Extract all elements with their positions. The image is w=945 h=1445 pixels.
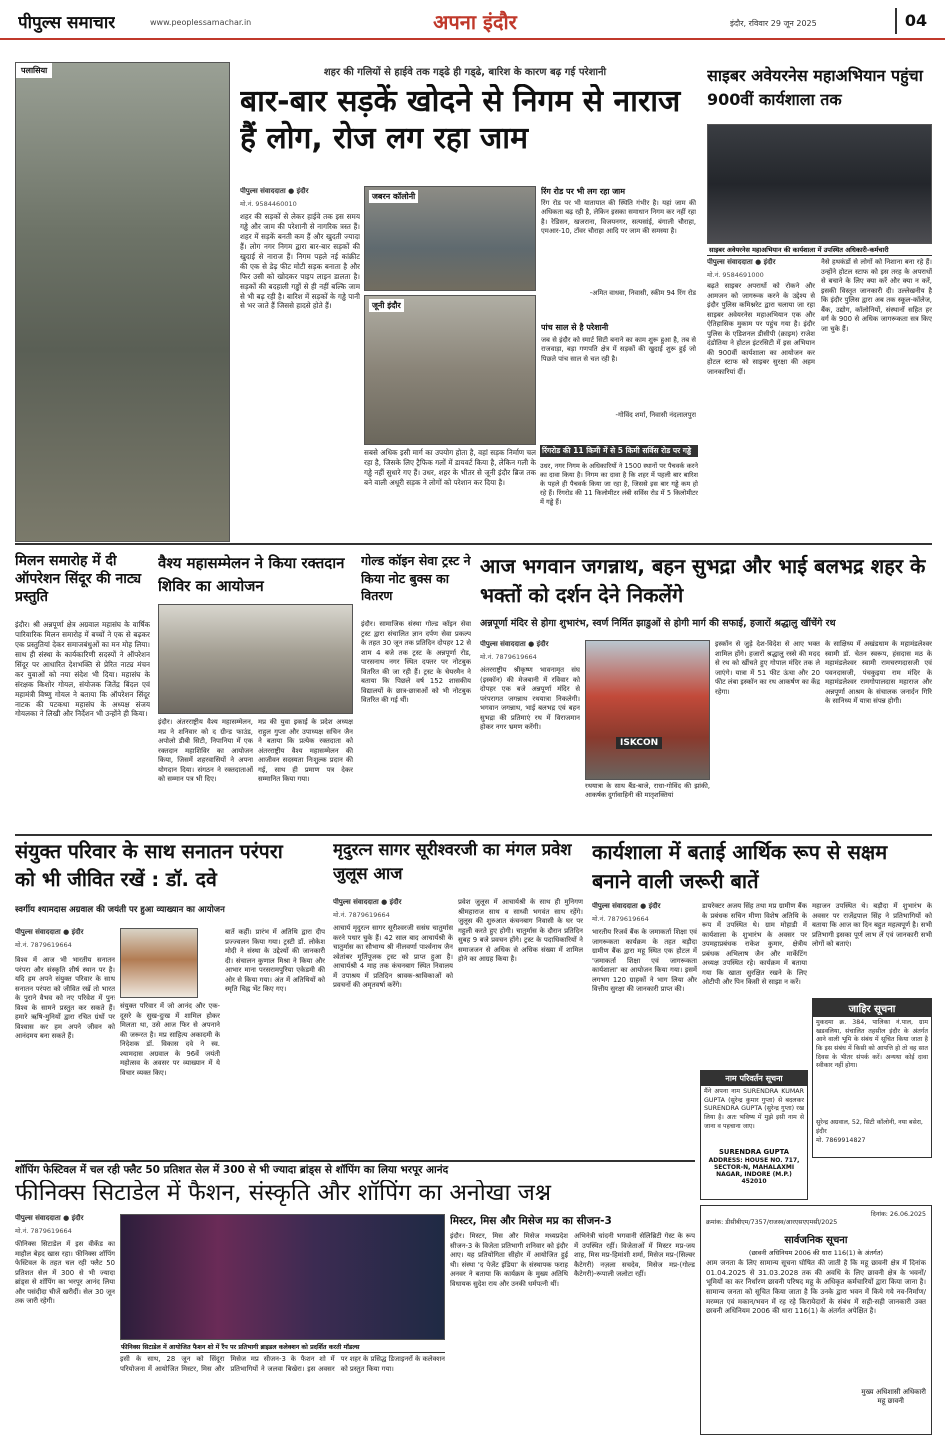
sarvajanik-text: आम जनता के लिए सामान्य सूचना घोषित की जाती है कि महू छावनी क्षेत्र में दिनांक 01.04.2025 से 31.03.2028 तक की अवधि के लिए छावनी क्षेत्र के भवनों/भूमियों का कर निर्धारण छावनी परिषद महू के अधिकृत कर्मचारियों द्वारा किया जाना है। सामान्य जनता को सूचित किया जाता है कि उनके द्वारा भवन में किये गये नव-निर्माण/मरम्मत एवं मकान/भवन में रह रहे किरायेदारों के संबंध में सही-सही जानकारी उक्त छावनी अधिनियम 2006 की धारा 116(1) के अंतर्गत अपेक्षित है। — [706, 1259, 926, 1316]
phoenix-byline: पीपुल्स संवाददाता ● इंदौर — [15, 1214, 84, 1222]
name-change-text: मैंने अपना नाम SURENDRA KUMAR GUPTA (सुरेन्द्र कुमार गुप्ता) से बदलकर SURENDRA GUPTA (सुरेन्द्र गुप्ता) रख लिया है। अतः भविष्य में मुझे इसी नाम से जाना व पहचाना जाए। — [704, 1088, 804, 1130]
vaishya-headline: वैश्य महासम्मेलन ने किया रक्तदान शिविर का आयोजन — [158, 554, 345, 595]
vaishya-body-col1: इंदौर। अंतरराष्ट्रीय वैश्य महासम्मेलन, मप्र ने शनिवार को द ग्रीन्ड फाउंड, अपोलो डीबी सिटी, निपानिया में एक रक्तदान महाशिविर का आयोजन किया, जिसमें शहरवासियों ने अपना योगदान दिया। संगठन ने रक्तदाताओं को सम्मान पत्र भी दिए। — [158, 718, 253, 784]
vaishya-photo — [158, 604, 353, 714]
dave-body-col3: बातें कहीं। प्रारंभ में अतिथि द्वारा दीप प्रज्ज्वलन किया गया। ट्रस्टी डॉ. लोकेश मोदी ने संस्था के उद्देश्यों की जानकारी दी। संचालन कुणाल मिश्रा ने किया और आभार माना परसरामपुरिया एकेडमी की ओर से किया गया। अंत में अतिथियों को स्मृति चिह्न भेंट किए गए। — [225, 928, 325, 994]
karya-mobile: मो.नं. 7879619664 — [592, 915, 649, 923]
jahir-signature: सुरेन्द्र अग्रवाल, 52, सिटी कॉलोनी, नया बसेरा, इंदौर — [816, 1119, 923, 1135]
dave-subhead: स्वर्गीय श्यामदास अग्रवाल की जयंती पर हुआ व्याख्यान का आयोजन — [15, 905, 225, 915]
rath-subhead: अन्नपूर्णा मंदिर से होगा शुभारंभ, स्वर्ण निर्मित झाडुओं से होगी मार्ग की सफाई, हजारों श्रद्धालु खींचेंगे रथ — [480, 618, 836, 629]
milan-headline: मिलन समारोह में दी ऑपरेशन सिंदूर की नाट्य प्रस्तुति — [15, 553, 142, 606]
rath-body-col1: अंतरराष्ट्रीय श्रीकृष्ण भावनामृत संघ (इस्कॉन) की मेजबानी में रविवार को दोपहर एक बजे अन्नपूर्णा मंदिर से परंपरागत जगन्नाथ रथयात्रा निकलेगी। भगवान जगन्नाथ, भाई बलभद्र एवं बहन सुभद्रा की प्रतिमाएं रथ में विराजमान होकर नगर भ्रमण करेंगी। — [480, 666, 580, 732]
roads-side-title-1: रिंग रोड पर भी लग रहा जाम — [541, 187, 626, 196]
roads-headline: बार-बार सड़कें खोदने से निगम से नाराज हैं लोग, रोज लग रहा जाम — [240, 84, 681, 156]
name-change-name: SURENDRA GUPTA — [719, 1148, 789, 1156]
photo-label-juni: जूनी इंदौर — [369, 299, 404, 312]
name-change-title: नाम परिवर्तन सूचना — [701, 1071, 807, 1086]
roads-side-quote-1: -अमित वाधवा, निवासी, स्कीम 94 रिंग रोड — [589, 289, 696, 297]
phoenix-body-col2: इसी के साथ, 28 जून को सिंदूरा परियोजना में आयोजित मिस्टर, मिस और मिसेज मप्र सीजन-3 के फैशन शो में प्रतिभागियों ने जलवा बिखेरा। इस अवसर पर शहर के प्रसिद्ध डिजाइनरों के कलेक्शन को प्रस्तुत किया गया। — [120, 1355, 445, 1373]
cyber-body-col1: बढ़ते साइबर अपराधों को रोकने और आमजन को जागरूक करने के उद्देश्य से इंदौर पुलिस कमिश्नरेट द्वारा चलाया जा रहा साइबर अवेयरनेस महाअभियान एक और ऐतिहासिक मुकाम पर पहुंच गया है। इंदौर पुलिस के एडिशनल डीसीपी (क्राइम) राजेश दंडोतिया ने होटल इंटरसिटी में इस अभियान की 900वीं कार्यशाला का आयोजन कर होटल स्टाफ को साइबर सुरक्षा की अहम जानकारियां दीं। — [707, 282, 815, 376]
gold-headline: गोल्ड कॉइन सेवा ट्रस्ट ने किया नोट बुक्स का वितरण — [361, 553, 471, 603]
karya-byline: पीपुल्स संवाददाता ● इंदौर — [592, 902, 661, 910]
phoenix-body-col3: इंदौर। मिस्टर, मिस और मिसेज मध्यप्रदेश सीजन-3 के विजेता प्रतिभागी शनिवार को इंदौर आए। यह प्रतियोगिता सीहोर में आयोजित हुई थी। संस्था 'द पेजेंट इंडिया' के संस्थापक फराह अनवर ने बताया कि कार्यक्रम के मुख्य अतिथि विधायक सुदेश राय और उनकी धर्मपत्नी थीं। — [450, 1232, 568, 1288]
paper-url[interactable]: www.peoplessamachar.in — [150, 18, 252, 27]
sarvajanik-date: दिनांक: 26.06.2025 — [870, 1211, 926, 1218]
phoenix-subhead: मिस्टर, मिस और मिसेज मप्र का सीजन-3 — [450, 1215, 612, 1227]
rath-byline: पीपुल्स संवाददाता ● इंदौर — [480, 640, 549, 648]
sarvajanik-sub: (छावनी अधिनियम 2006 की धारा 116(1) के अंतर्गत) — [748, 1249, 884, 1257]
phoenix-body-col4: अभिनेत्री चांदनी भगवानी सेलिब्रिटी गेस्ट के रूप में उपस्थित रहीं। विजेताओं में मिस्टर मप्र-जय शाह, मिस मप्र-हिमांशी शर्मा, मिसेज मप्र-(सिल्वर कैटेगरी) नज़ला सचदेव, मिसेज मप्र-(गोल्ड कैटेगरी)-रूपाली जलोटा रहीं। — [574, 1232, 695, 1279]
name-change-address: ADDRESS: HOUSE NO. 717, SECTOR-N, MAHALAXMI NAGAR, INDORE (M.P.) 452010 — [708, 1157, 800, 1185]
mangal-mobile: मो.नं. 7879619664 — [333, 911, 390, 919]
road-potholes-photo — [15, 62, 230, 542]
photo-label-jabran: जबरन कॉलोनी — [369, 190, 418, 203]
cyber-workshop-photo — [707, 124, 932, 244]
sarvajanik-signature-1: मुख्य अधिशासी अधिकारी — [861, 1388, 926, 1396]
rath-body-col2: इस्कॉन से जुड़े देश-विदेश से आए भक्त शामिल होंगे। हजारों श्रद्धालु रस्से की मदद से रथ को खींचते हुए गोपाल मंदिर तक ले जाएंगे। यात्रा में 51 फीट ऊंचा और 20 फीट लंबा इस्कॉन का रथ आकर्षण का केंद्र रहेगा। — [715, 640, 820, 696]
cyber-headline: साइबर अवेयरनेस महाअभियान पहुंचा 900वीं कार्यशाला तक — [707, 66, 923, 109]
juni-indore-photo — [364, 295, 536, 445]
dave-body-col1: विश्व में आज भी भारतीय सनातन परंपरा और संस्कृति शीर्ष स्थान पर है। यदि हम अपने संयुक्त परिवार के साथ सनातन परंपरा को जीवित रखें तो भारत के पुराने वैभव को नए परिवेश में पुनः विश्व के सामने प्रस्तुत कर सकते हैं। हमारे ऋषि-मुनियों द्वारा रचित ग्रंथों पर विश्वास कर हम अपने जीवन को आनंदमय बना सकते हैं। — [15, 956, 115, 1041]
mangal-headline: मृदुरत्न सागर सूरीश्वरजी का मंगल प्रवेश जुलूस आज — [333, 840, 572, 883]
jahir-notice — [812, 998, 932, 1158]
jahir-title: जाहिर सूचना — [813, 999, 931, 1017]
roads-footer-title: रिंगरोड की 11 किमी में से 5 किमी सर्विस रोड पर गड्ढे — [540, 445, 698, 457]
roads-body-col2: सबसे अधिक इसी मार्ग का उपयोग होता है, वहां सड़क निर्माण चल रहा है, जिसके लिए ट्रैफिक गलों में डायवर्ट किया है, लेकिन गली के गड्ढे नहीं सुधारे गए हैं। उधर, शहर के भीतर से जूनी इंदौर ब्रिज तक बने वाली अधूरी सड़क ने लोगों को परेशान कर दिया है। — [364, 448, 536, 487]
sarvajanik-notice — [700, 1205, 932, 1435]
karya-body-col2: डायरेक्टर अजय सिंह तथा मप्र ग्रामीण बैंक के प्रबंधक सचिन मीणा विशेष अतिथि के रूप में उपस्थित थे। ग्राम मोहाडी में कार्यशाला के शुभारंभ के अवसर पर उपमहाप्रबंधक राकेश कुमार, क्षेत्रीय प्रबंधक अभिलाष जैन और मार्केटिंग अध्यक्ष उपस्थित रहे। कार्यक्रम में बताया गया कि खाता सुरक्षित रखने के लिए ओटीपी और पिन किसी से साझा न करें। — [702, 902, 807, 987]
jahir-text: मुकदमा क्र. 384, पालिका नं.पाल, ग्राम खडवलिया, संचालित तहसील इंदौर के अंतर्गत आने वाली भूमि के संबंध में सूचित किया जाता है कि इस संबंध में किसी को आपत्ति हो तो वह सात दिवस के भीतर संपर्क करें। अन्यथा कोई दावा स्वीकार नहीं होगा। — [816, 1019, 928, 1070]
name-change-notice — [700, 1070, 808, 1200]
cyber-body-col2: नैसे हथकंडों से लोगों को निशाना बना रहे हैं। उन्होंने होटल स्टाफ को इस तरह के अपराधों से बचाने के लिए क्या करें और क्या न करें, इसकी विस्तृत जानकारी दी। उल्लेखनीय है कि इंदौर पुलिस द्वारा अब तक स्कूल-कॉलेज, बैंक, उद्योग, कॉलोनियों, संस्थानों सहित हर वर्ग के 900 से अधिक जागरूकता सत्र किए जा चुके हैं। — [821, 258, 932, 333]
milan-body: इंदौर। श्री अन्नपूर्णा क्षेत्र अग्रवाल महासंघ के वार्षिक पारिवारिक मिलन समारोह में बच्चों ने एक से बढ़कर एक प्रस्तुतियां देकर समाजबंधुओं का मन मोह लिया। साथ ही संस्था के कार्यकारिणी सदस्यों ने ऑपरेशन सिंदूर पर आधारित देशभक्ति से प्रेरित नाट्य मंचन कर युवाओं को नया संदेश भी दिया। महासंघ के संरक्षक किशोर गोयल, संयोजक जितेंद्र बिंदल एवं महामंत्री विष्णु गोयल ने बताया कि ऑपरेशन सिंदूर नाटक की पटकथा महासंघ के अध्यक्ष संजय गोयलका ने लिखी और निर्देशन भी उन्होंने ही किया। — [15, 620, 150, 719]
phoenix-photo-caption: फीनिक्स सिटाडेल में आयोजित फैशन शो में रैंप पर प्रतिभागी ब्राइडल कलेक्शन को प्रदर्शित करती मॉडल्स — [120, 1341, 445, 1353]
roads-side-text-2: जब से इंदौर को स्मार्ट सिटी बनाने का काम शुरू हुआ है, तब से राजवाड़ा, बड़ा गणपति क्षेत्र में सड़कों की खुदाई शुरू हुई जो पिछले पांच साल से चल रही है। — [541, 336, 696, 363]
rath-photo-caption: रथयात्रा के साथ बैंड-बाजे, राधा-गोविंद की झांकी, आकर्षक दुर्गावाहिनी की मातृशक्तियां — [585, 782, 710, 800]
vaishya-body-col2: मप्र की युवा इकाई के प्रदेश अध्यक्ष राहुल गुप्ता और उपाध्यक्ष सचिन जैन ने बताया कि प्रत्येक रक्तदाता को अंतरराष्ट्रीय वैश्य महासम्मेलन की आजीवन सदस्यता निःशुल्क प्रदान की गई, साथ ही प्रमाण पत्र देकर सम्मानित किया गया। — [258, 718, 353, 784]
cyber-byline: पीपुल्स संवाददाता ● इंदौर — [707, 258, 776, 266]
dave-byline: पीपुल्स संवाददाता ● इंदौर — [15, 928, 84, 936]
page-number: 04 — [895, 8, 935, 34]
dateline: इंदौर, रविवार 29 जून 2025 — [730, 19, 817, 28]
roads-kicker: शहर की गलियों से हाईवे तक गड्‌ढे ही गड्‌ढे, बारिश के कारण बढ़ गई परेशानी — [323, 67, 607, 78]
karya-body-col3: महाजन उपस्थित थे। बड़ौदा में शुभारंभ के अवसर पर राजेंद्रपाल सिंह ने प्रतिभागियों को बताया कि आज का दिन बहुत महत्वपूर्ण है। सभी प्रतिभागी इसका पूर्ण लाभ लें एवं जानकारी सभी लोगों को बताएं। — [812, 902, 932, 949]
phoenix-headline: फीनिक्स सिटाडेल में फैशन, संस्कृति और शॉपिंग का अनोखा जश्न — [15, 1180, 552, 1206]
gold-body: इंदौर। सामाजिक संस्था गोल्ड कॉइन सेवा ट्रस्ट द्वारा संचालित ज्ञान दर्पण सेवा प्रकल्प के तहत 30 जून तक प्रतिदिन दोपहर 12 से शाम 4 बजे तक ट्रस्ट के अन्नपूर्णा रोड, पारसनाथ नगर स्थित दफ्तर पर नोटबुक वितरित की जा रही हैं। ट्रस्ट के चेयरमैन ने बताया कि पिछले वर्ष 152 शासकीय विद्यालयों के छात्र-छात्राओं को भी नोटबुक वितरित की गई थीं। — [361, 620, 471, 705]
photo-location-tag: पलासिया — [16, 63, 52, 78]
paper-name: पीपुल्स समाचार — [18, 13, 116, 33]
sarvajanik-ref: क्रमांक: डीसीबीएम/7357/राजस्व/आरएसएएमसी/2025 — [706, 1219, 838, 1226]
phoenix-kicker: शॉपिंग फेस्टिवल में चल रही फ्लैट 50 प्रतिशत सेल में 300 से भी ज्यादा ब्रांड्स से शॉपिंग का लिया भरपूर आनंद — [15, 1164, 449, 1176]
roads-mobile: मो.नं. 9584460010 — [240, 200, 297, 208]
section-title: अपना इंदौर — [433, 10, 517, 34]
mangal-body-col1: आचार्य मृदुरत्न सागर सूरीश्वरजी ससंघ चातुर्मास करने पधार चुके हैं। 42 साल बाद आचार्यश्री के चातुर्मास का सौभाग्य श्री नीलवर्णा पार्श्वनाथ जैन श्वेतांबर मूर्तिपूजक ट्रस्ट को प्राप्त हुआ है। आचार्यश्री 4 माह तक कंचनबाग स्थित निवालय में उपाश्रय में प्रतिदिन श्रावक-श्राविकाओं को प्रवचनों की अमृतवर्षा करेंगे। — [333, 924, 453, 990]
mangal-body-col2: प्रवेश जुलूस में आचार्यश्री के साथ ही मुनिगण श्रीमहाराज साथ व साध्वी भगवंत साथ रहेंगे। जुलूस की शुरुआत कंचनबाग निवासी के घर पर गहुली करते हुए होगी। चातुर्मास के दौरान प्रतिदिन सुबह 9 बजे प्रवचन होंगे। ट्रस्ट के पदाधिकारियों ने समाजजन से अधिक से अधिक संख्या में शामिल होने का आग्रह किया है। — [458, 898, 583, 964]
rath-mobile: मो.नं. 7879619664 — [480, 653, 537, 661]
dave-body-col2: संयुक्त परिवार में जो आनंद और एक-दूसरे के सुख-दुःख में शामिल होकर मिलता था, उसे आज फिर से अपनाने की जरूरत है। मप्र साहित्य अकादमी के निदेशक डॉ. विकास दवे ने स्व. श्यामदास अग्रवाल के 96वें जयंती महोत्सव के अवसर पर व्याख्यान में ये विचार व्यक्त किए। — [120, 1002, 220, 1077]
dave-headline: संयुक्त परिवार के साथ सनातन परंपरा को भी जीवित रखें : डॉ. दवे — [15, 840, 283, 892]
roads-side-quote-2: -गोविंद शर्मा, निवासी नंदलालपुरा — [615, 411, 696, 419]
rath-headline: आज भगवान जगन्नाथ, बहन सुभद्रा और भाई बलभद्र शहर के भक्तों को दर्शन देने निकलेंगे — [480, 554, 926, 607]
dave-mobile: मो.नं. 7879619664 — [15, 941, 72, 949]
karya-body-col1: भारतीय रिजर्व बैंक के जमाकर्ता शिक्षा एवं जागरूकता कार्यक्रम के तहत बड़ौदा ग्रामीण बैंक द्वारा महू स्थित एक होटल में 'जमाकर्ता शिक्षा एवं जागरूकता कार्यशाला' का आयोजन किया गया। इसमें लगभग 120 ग्राहकों ने भाग लिया और वित्तीय सुरक्षा की जानकारी प्राप्त की। — [592, 928, 697, 994]
roads-side-text-1: रिंग रोड पर भी यातायात की स्थिति गंभीर है। यहां जाम की अधिकता बढ़ रही है, लेकिन इसका समाधान निगम कर नहीं रहा है। रेडिसन, खजराना, विजयनगर, सत्यसांई, बंगाली चौराहा, एमआर-10, टॉवर चौराहा आदि पर जाम की समस्या है। — [541, 199, 696, 236]
phoenix-body-col1: फीनिक्स सिटाडेल में इस वीकेंड का माहौल बेहद खास रहा। फीनिक्स शॉपिंग फेस्टिवल के तहत चल रही फ्लैट 50 प्रतिशत सेल में 300 से भी ज्यादा ब्रांड्स से शॉपिंग का भरपूर आनंद लिया और पसंदीदा चीजें खरीदीं। सेल 30 जून तक जारी रहेगी। — [15, 1240, 115, 1306]
roads-body-col1: शहर की सड़कों से लेकर हाईवे तक इस समय गड्ढे और जाम की परेशानी से नागरिक त्रस्त हैं। शहर में सड़कें बनती कम हैं और खुदती ज्यादा हैं। लोग नगर निगम द्वारा बार-बार सड़कों की खुदाई से नाराज हैं। निगम पहले नई कांक्रीट की एक से डेढ़ फीट मोटी सड़क बनाता है और फिर उसी को खोदकर पाइप लाइन डालता है। सड़कों की बदहाली गड्ढों से ही नहीं बल्कि जाम से भी बढ़ रही है। बारिश में सड़कों के गड्ढे पानी से भर जाते हैं जिससे हादसे होते हैं। — [240, 212, 360, 311]
roads-side-title-2: पांच साल से है परेशानी — [541, 323, 609, 332]
sarvajanik-signature-2: महू छावनी — [877, 1397, 904, 1405]
roads-byline: पीपुल्स संवाददाता ● इंदौर — [240, 187, 309, 195]
phoenix-mobile: मो.नं. 7879619664 — [15, 1227, 72, 1235]
iskcon-sign: ISKCON — [616, 737, 662, 749]
masthead — [0, 0, 945, 40]
jabran-colony-photo — [364, 186, 536, 291]
mangal-byline: पीपुल्स संवाददाता ● इंदौर — [333, 898, 402, 906]
dr-dave-portrait — [120, 928, 198, 998]
roads-footer-text: उधर, नगर निगम के अधिकारियों ने 1500 स्थानों पर पैचवर्क करने का दावा किया है। निगम का दावा है कि शहर में पहली बार बारिश के पहले ही पैचवर्क किया जा रहा है, जिससे इस बार गड्ढे कम हो रहे हैं। रिंगरोड की 11 किलोमीटर लंबी सर्विस रोड में 5 किलोमीटर में गड्ढे हैं। — [540, 462, 698, 507]
sarvajanik-title: सार्वजनिक सूचना — [784, 1235, 848, 1246]
iskcon-chariot-photo — [585, 640, 710, 780]
rath-body-col3: के साक्षिध्य में अखंडधाम के महामंडलेश्वर स्वामी डॉ. चेतन स्वरूप, हंसदास मठ के महामंडलेश्वर स्वामी रामचरणदासजी एवं पवनदासजी, पंचकुइया राम मंदिर के महामंडलेश्वर रामगोपालदास महाराज और अन्नपूर्णा आश्रम के संचालक जनार्दन गिरि के सानिध्य में यात्रा संपन्न होगी। — [825, 640, 932, 706]
phoenix-fashion-photo — [120, 1214, 445, 1340]
jahir-phone: मो. 7869914827 — [816, 1137, 866, 1144]
cyber-photo-caption: साइबर अवेयरनेस महाअभियान की कार्यशाला में उपस्थित अधिकारी-कर्मचारी — [707, 244, 932, 256]
cyber-mobile: मो.नं. 9584691000 — [707, 271, 764, 279]
karya-headline: कार्यशाला में बताई आर्थिक रूप से सक्षम बनाने वाली जरूरी बातें — [592, 840, 888, 893]
